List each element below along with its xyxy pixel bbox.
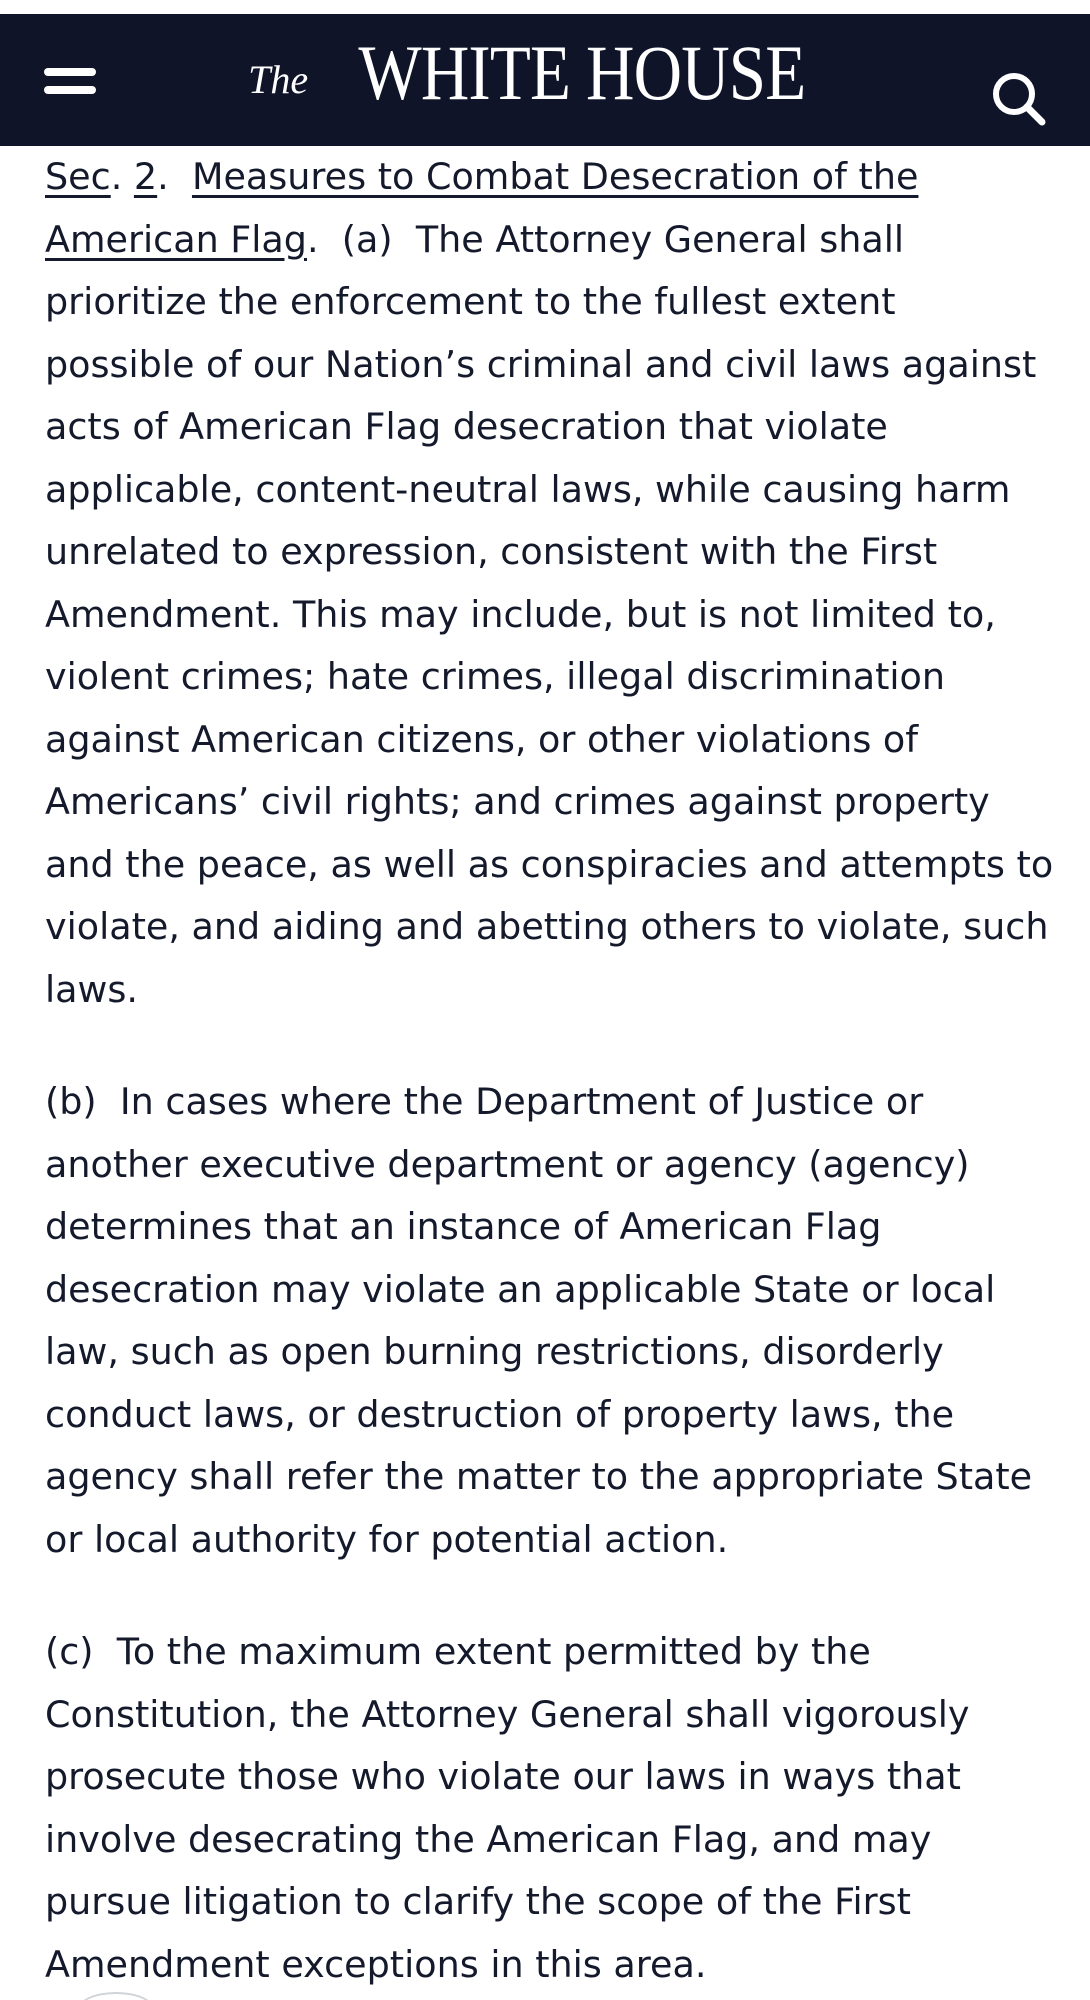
section-2-paragraph-a: Sec. 2. Measures to Combat Desecration of the American Flag. (a) The Attorney General shall prioritize the enforcement to the fullest extent possible of our Nation’s criminal and civil laws against acts of American Flag desecration that violate applicable, content-neutral laws, while causing harm unrelated to expression, consistent with the First Amendment. This may include, but is not limited to, violent crimes; hate crimes, illegal discrimination against American citizens, or other violations of Americans’ civil rights; and crimes against property and the peace, as well as conspiracies and attempts to violate, and aiding and abetting others to violate, such laws. bbox=[45, 155, 1054, 1011]
sec-number-link[interactable]: 2 bbox=[133, 155, 158, 198]
paragraph-b bbox=[45, 1071, 1055, 1571]
para-b-label: (b) bbox=[45, 1080, 97, 1123]
para-a-text: The Attorney General shall prioritize the enforcement to the fullest extent possible of our Nation’s criminal and civil laws against acts of American Flag desecration that violate applicable, content-neutral laws, while causing harm unrelated to expression, consistent with the First Amendment. This may include, but is not limited to, violent crimes; hate crimes, illegal discrimination against American citizens, or other violations of Americans’ civil rights; and crimes against property and the peace, as well as conspiracies and attempts to violate, and aiding and abetting others to violate, such laws. bbox=[45, 217, 1054, 1011]
site-header bbox=[0, 14, 1090, 146]
section-heading-link[interactable]: Measures to Combat Desecration of the American Flag bbox=[45, 155, 919, 261]
status-strip bbox=[0, 0, 1090, 14]
para-b-text: In cases where the Department of Justice or another executive department or agency (agency) determines that an instance of American Flag desecration may violate an applicable State or local law, such as open burning restrictions, disorderly conduct laws, or destruction of property laws, the agency shall refer the matter to the appropriate State or local authority for potential action. bbox=[45, 1080, 1033, 1561]
article-body bbox=[45, 146, 1055, 1996]
paragraph-c bbox=[45, 1621, 1055, 1996]
site-logo[interactable] bbox=[0, 28, 1090, 118]
logo-white-house: WHITE HOUSE bbox=[358, 29, 806, 116]
search-button[interactable] bbox=[990, 70, 1050, 130]
logo-the: The bbox=[248, 57, 309, 102]
para-c-label: (c) bbox=[45, 1630, 94, 1673]
sec-label-link[interactable]: Sec bbox=[45, 155, 111, 198]
para-c-text: To the maximum extent permitted by the Constitution, the Attorney General shall vigorously prosecute those who violate our laws in ways that involve desecrating the American Flag, and may pursue litigation to clarify the scope of the First Amendment exceptions in this area. bbox=[45, 1630, 970, 1986]
para-a-label: (a) bbox=[341, 217, 393, 261]
search-icon bbox=[990, 70, 1050, 130]
